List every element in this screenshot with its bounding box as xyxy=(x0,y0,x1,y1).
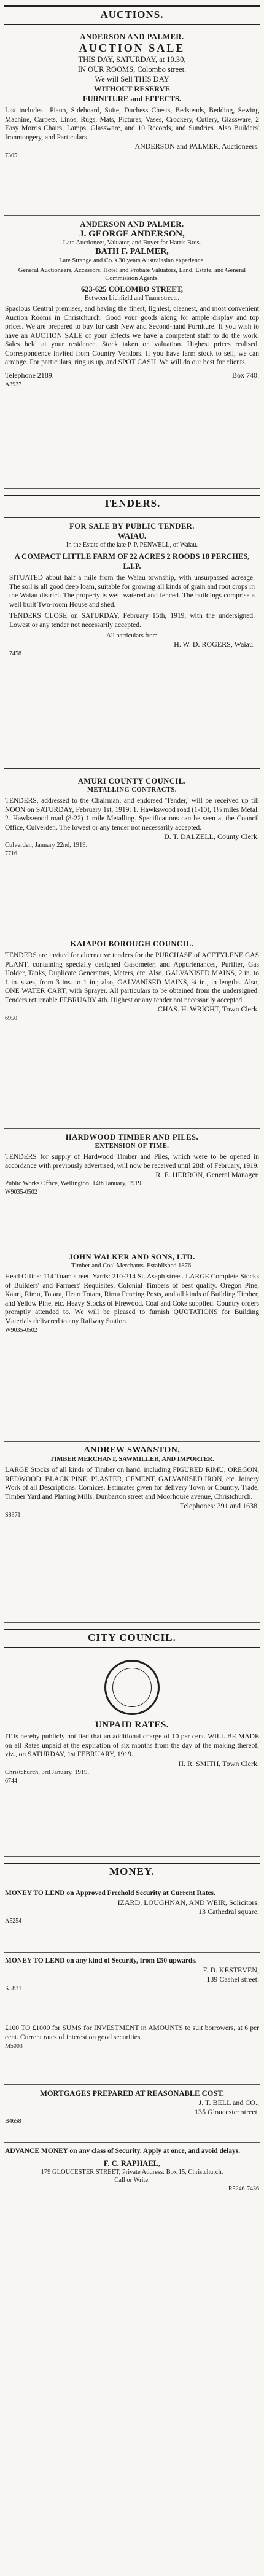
ad-reference: 6744 xyxy=(5,1777,17,1784)
ad-signature: CHAS. H. WRIGHT, Town Clerk. xyxy=(157,1005,259,1013)
ad-reference: 6950 xyxy=(5,1015,17,1022)
ad-reference: R5246-7436 xyxy=(228,2185,259,2192)
ad-address: 135 Gloucester street. xyxy=(195,2107,259,2116)
ad-reference: W9035-0502 xyxy=(5,1189,37,1196)
ad-firm-name: ANDERSON AND PALMER. xyxy=(80,33,184,41)
ad-body: MONEY TO LEND on any kind of Security, from £50 upwards. xyxy=(5,1957,197,1964)
section-heading-auctions: AUCTIONS. xyxy=(4,5,260,25)
ad-reference: B4658 xyxy=(5,2118,21,2125)
ad-reference: 7305 xyxy=(5,152,17,159)
ad-heading: ANDREW SWANSTON, xyxy=(83,1446,181,1455)
ad-phone: Telephones: 391 and 1638. xyxy=(179,1501,259,1510)
section-heading-city-council: CITY COUNCIL. xyxy=(4,1628,260,1648)
ad-address: 13 Cathedral square. xyxy=(198,1907,259,1916)
ad-heading: JOHN WALKER AND SONS, LTD. xyxy=(69,1253,195,1261)
ad-address: 139 Cashel street. xyxy=(206,1974,259,1983)
ad-signature: R. E. HERRON, General Manager. xyxy=(155,1170,259,1179)
ad-body: IT is hereby publicly notified that an additional charge of 10 per cent. WILL BE MADE on all Rates unpaid at the expiration of six months from the day of the making thereof, viz., on SATURDAY, 1st FEBRUARY, 1919. xyxy=(5,1733,259,1758)
ad-auction-title: AUCTION SALE xyxy=(79,42,185,54)
ad-estate: In the Estate of the late P. P. PENWELL, of Waiau. xyxy=(66,542,198,548)
ad-heading: AMURI COUNTY COUNCIL. xyxy=(77,777,187,785)
ad-body: List includes—Piano, Sideboard, Suite, Duchess Chests, Bedsteads, Bedding, Sewing Machine, Carpets, Linos, Rugs, Mats, Pictures, Vases, Crockery, Cutlery, Glassware, 2 Easy Morris Chairs, Lamps, Glassware, and 10 Records, and Sundries. Also Builders' Ironmongery, and Particulars. xyxy=(5,107,259,141)
ad-heading: HARDWOOD TIMBER AND PILES. xyxy=(65,1133,199,1142)
money-ad-kesteven xyxy=(4,1953,260,2020)
kaiapoi-council-ad xyxy=(4,935,260,1129)
ad-body: TENDERS, addressed to the Chairman, and endorsed 'Tender,' will be received up till NOON on SATURDAY, February 1st, 1919: 1. Hawkswood road (1-10), 1½ miles Metal. 2. Hawkswood road (8-22) 1 mile Metalling. Specifications can be seen at the Council Office, Culverden. The lowest or any tender not necessarily accepted. xyxy=(5,797,259,831)
ad-signature: IZARD, LOUGHNAN, AND WEIR, Solicitors. xyxy=(117,1897,259,1907)
george-anderson-ad xyxy=(4,216,260,489)
ad-reference: A5254 xyxy=(5,1917,22,1924)
ad-address: 179 GLOUCESTER STREET, Private Address: Box 15, Christchurch. xyxy=(41,2168,223,2176)
ad-signature: F. D. KESTEVEN, xyxy=(203,1965,259,1974)
ad-area: A COMPACT LITTLE FARM OF 22 ACRES 2 ROODS 18 PERCHES, L.I.P. xyxy=(14,552,250,570)
ad-line: We will Sell THIS DAY xyxy=(95,75,169,84)
ad-date: Culverden, January 22nd, 1919. xyxy=(5,842,88,849)
ad-reference: M5003 xyxy=(5,2043,23,2050)
hardwood-timber-ad xyxy=(4,1129,260,1248)
ad-body: SITUATED about half a mile from the Waiau township, with unsurpassed acreage. The soil is all good deep loam, suitable for growing all kinds of grain and root crops in the Waiau district. The property is well watered and fenced. The buildings comprise a well built Two-room House and shed. xyxy=(9,574,255,609)
ad-particulars: All particulars from xyxy=(106,632,158,639)
andrew-swanston-ad xyxy=(4,1442,260,1623)
ad-reference: 7458 xyxy=(9,650,21,657)
ad-line: WITHOUT RESERVE xyxy=(93,85,171,93)
ad-reference: 7716 xyxy=(5,850,17,857)
ad-date: Christchurch, 3rd January, 1919. xyxy=(5,1769,89,1776)
ad-services: General Auctioneers, Accessors, Hotel and Probate Valuators, Land, Estate, and General Commission Agents. xyxy=(18,267,246,282)
ad-reference: A3937 xyxy=(5,381,22,388)
ad-heading: UNPAID RATES. xyxy=(95,1720,169,1730)
ad-body: Spacious Central premises, and having the finest, lightest, cleanest, and most convenient Auction Rooms in Christchurch. Good your goods along for ample display and top prices. We are prepared to buy for cash New and Second-hand Furniture. If you wish to have an AUCTION SALE of your Effects we have a competent staff to do the work. Sales held at your residence. Stock taken on valuation. Highest prices realised. Correspondence invited from Country Vendors. If you have farm stock to sell, we can arrange. For particulars, ring us up, and SPOT CASH. We will do our best for clients. xyxy=(5,305,259,366)
ad-heading: KAIAPOI BOROUGH COUNCIL. xyxy=(70,940,194,948)
ad-subheading: METALLING CONTRACTS. xyxy=(87,787,177,793)
money-ad-bell xyxy=(4,2085,260,2143)
ad-body: £100 TO £1000 for SUMS for INVESTMENT in AMOUNTS to suit borrowers, at 6 per cent. Current rates of interest on good securities. xyxy=(5,2025,259,2041)
ad-signature: F. C. RAPHAEL, xyxy=(103,2158,161,2168)
ad-reference: W9035-0502 xyxy=(5,1327,37,1334)
ad-heading: FOR SALE BY PUBLIC TENDER. xyxy=(69,522,195,531)
ad-place-date: Public Works Office, Wellington, 14th January, 1919. xyxy=(5,1180,143,1187)
ad-address-detail: Between Lichfield and Tuam streets. xyxy=(84,295,180,302)
money-ad-investment xyxy=(4,2020,260,2085)
section-heading-money: MONEY. xyxy=(4,1862,260,1881)
ad-firm-name: ANDERSON AND PALMER. xyxy=(80,220,184,228)
ad-signature: D. T. DALZELL, County Clerk. xyxy=(164,832,259,841)
ad-partner-name: BATH F. PALMER, xyxy=(95,247,169,256)
ad-body: ADVANCE MONEY on any class of Security. Apply at once, and avoid delays. xyxy=(5,2147,241,2155)
ad-signature: ANDERSON and PALMER, Auctioneers. xyxy=(134,142,259,150)
amuri-council-ad xyxy=(4,772,260,935)
ad-subheading: EXTENSION OF TIME. xyxy=(95,1143,169,1150)
ad-place: WAIAU. xyxy=(117,532,147,540)
ad-body: MONEY TO LEND on Approved Freehold Security at Current Rates. xyxy=(5,1889,215,1897)
ad-line: FURNITURE and EFFECTS. xyxy=(82,95,182,103)
ad-subheading: Timber and Coal Merchants. Established 1876. xyxy=(71,1263,193,1269)
ad-line: THIS DAY, SATURDAY, at 10.30, xyxy=(78,55,186,64)
ad-body: TENDERS are invited for alternative tenders for the PURCHASE of ACETYLENE GAS PLANT, containing specially designed Gasometer, and Appurtenances, Purifier, Gas Holder, Tanks, Duplicate Generators, Meters, etc. Also, GALVANISED MAINS, 2 in. to 1 in. sizes, from 3 ins. to 1 in.; also, GALVANISED MAINS, ¾ in., in lengths. Also, ONE WATER CART, with Sprayer. All particulars to be obtained from the undersigned. Tenders returnable FEBRUARY 4th. Highest or any tender not necessarily accepted. xyxy=(5,952,259,1004)
ad-phone: Telephone 2189. xyxy=(5,370,54,379)
ad-body: TENDERS for supply of Hardwood Timber and Piles, which were to be opened in accordance with previously advertised, will now be received until 28th of February, 1919. xyxy=(5,1153,259,1170)
ad-body: LARGE Stocks of all kinds of Timber on hand, including FIGURED RIMU, OREGON, REDWOOD, BLACK PINE, PLASTER, CEMENT, GALVANISED IRON, etc. Joinery Work of all Descriptions. Cornices. Estimates given for delivery Town or Country. Trade, Timber Yard and Planing Mills. Dunbarton street and Moorhouse avenue, Christchurch. xyxy=(5,1466,259,1501)
public-tender-ad xyxy=(4,517,260,769)
ad-person-name: J. GEORGE ANDERSON, xyxy=(79,229,185,239)
ad-reference: S8371 xyxy=(5,1512,21,1519)
ad-subheading: TIMBER MERCHANT, SAWMILLER, AND IMPORTER. xyxy=(50,1456,214,1463)
money-ad-izard xyxy=(4,1885,260,1953)
ad-reference: K5831 xyxy=(5,1985,22,1992)
money-ad-raphael xyxy=(4,2143,260,2232)
ad-signature: H. R. SMITH, Town Clerk. xyxy=(178,1759,259,1768)
ad-box: Box 740. xyxy=(231,370,259,379)
anderson-palmer-auction-ad xyxy=(4,28,260,216)
ad-address: 623-625 COLOMBO STREET, xyxy=(80,285,184,294)
ad-address-note: Call or Write. xyxy=(114,2176,150,2184)
city-seal-icon xyxy=(104,1660,160,1715)
section-heading-tenders: TENDERS. xyxy=(4,494,260,513)
ad-partner-description: Late Strange and Co.'s 30 years Australasian experience. xyxy=(59,257,205,264)
ad-heading: MORTGAGES PREPARED AT REASONABLE COST. xyxy=(40,2089,224,2098)
ad-body: Head Office: 114 Tuam street. Yards: 210-214 St. Asaph street. LARGE Complete Stocks of Builders' and Farmers' Requisites. Colonial Timbers of best quality. Oregon Pine, Kauri, Rimu, Totara, Heart Totara, Rimu Fencing Posts, and all kinds of Building Timber, and Yellow Pine, etc. Heavy Stocks of Firewood. Coal and Coke supplied. Country orders promptly attended to. We will be pleased to furnish QUOTATIONS for Building Materials delivered to any Railway Station. xyxy=(5,1273,259,1325)
ad-description: Late Auctioneer, Valuator, and Buyer for Harris Bros. xyxy=(63,239,201,246)
ad-close: TENDERS CLOSE on SATURDAY, February 15th, 1919, with the undersigned. Lowest or any tender not necessarily accepted. xyxy=(9,612,255,629)
ad-line: IN OUR ROOMS, Colombo street. xyxy=(77,65,187,74)
ad-signature: J. T. BELL and CO., xyxy=(198,2098,259,2107)
john-walker-ad xyxy=(4,1248,260,1442)
unpaid-rates-ad xyxy=(4,1651,260,1857)
ad-signature: H. W. D. ROGERS, Waiau. xyxy=(174,640,255,648)
